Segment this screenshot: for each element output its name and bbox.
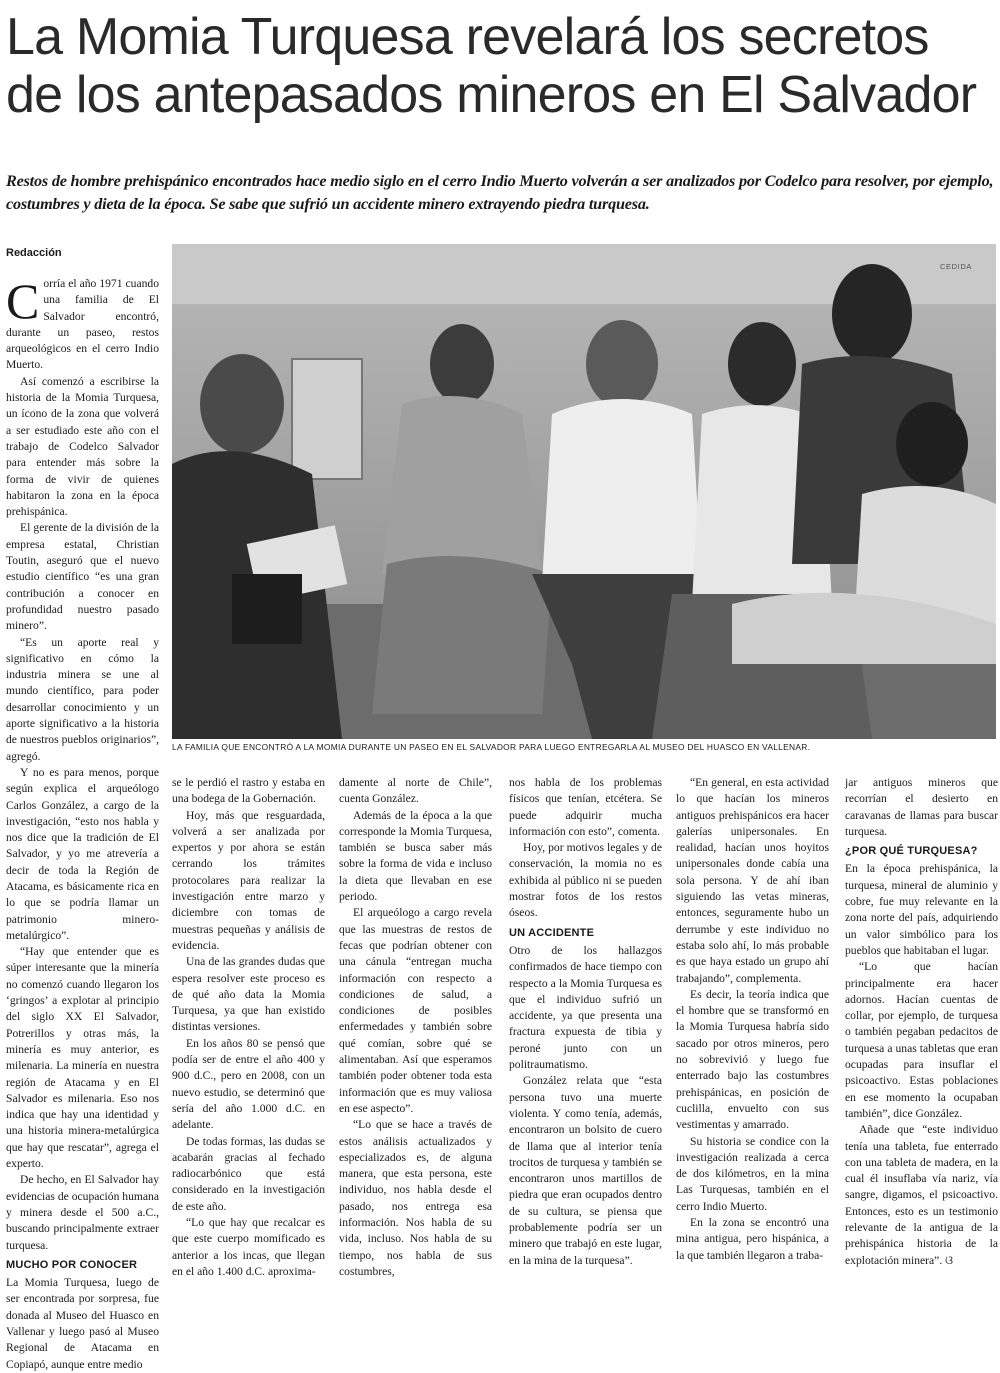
subheadline: Restos de hombre prehispánico encontrados hace medio siglo en el cerro Indio Muerto volverán a ser analizados por Codelco para resolver, por ejemplo, costumbres y dieta de la época. Se sabe que sufrió un accidente minero extrayendo piedra turquesa.	[6, 172, 994, 213]
section-heading: MUCHO POR CONOCER	[6, 1258, 138, 1271]
section-heading: UN ACCIDENTE	[509, 926, 595, 939]
headline-line-2: de los antepasados mineros en El Salvador	[6, 66, 977, 124]
paragraph	[845, 1122, 998, 1269]
paragraph: “Lo que hacían principalmente era hacer adornos. Hacían cuentas de collar, por ejemplo, de turquesa o también pegaban pedacitos de turquesa a unas tabletas que eran ocupadas para insuflar el psicoactivo. Estas poblaciones en ese momento la ocupaban también”, dice González.	[845, 960, 998, 1120]
article-column-2	[172, 775, 325, 1278]
paragraph-text: Añade que “este individuo tenía una tableta, fue enterrado con una tableta de madera, en la cual él insuflaba vía nariz, vía sangre, digamos, el psicoactivo. Entonces, esto es un testimonio relevante de la antigua de la prehispánica historia de la explotación minera”.	[845, 1123, 998, 1267]
paragraph: Otro de los hallazgos confirmados de hace tiempo con respecto a la Momia Turquesa es que el individuo sufrió un accidente, ya que presenta una fractura expuesta de tibia y peroné junto con un politraumatismo.	[509, 943, 662, 1072]
paragraph: damente al norte de Chile”, cuenta González.	[339, 776, 492, 806]
article-column-1	[6, 273, 159, 1371]
photo-caption: LA FAMILIA QUE ENCONTRÓ A LA MOMIA DURANTE UN PASEO EN EL SALVADOR PARA LUEGO ENTREGARLA AL MUSEO DEL HUASCO EN VALLENAR.	[172, 742, 811, 752]
end-mark-icon: ଓ	[945, 1253, 954, 1267]
paragraph: Es decir, la teoría indica que el hombre que se transformó en la Momia Turquesa habría sido sacado por otros mineros, pero no sobrevivió y luego fue enterrado bajo las costumbres prehispánicas, en posición de cuclilla, envuelto con sus vestimentas y amarrado.	[676, 987, 829, 1132]
section-heading: ¿POR QUÉ TURQUESA?	[845, 845, 978, 858]
paragraph: El arqueólogo a cargo revela que las muestras de restos de fecas que podrían obtener con una cánula “entregan mucha información con respecto a condiciones de salud, a condiciones de posibles enfermedades y también sobre qué comían, sobre qué se alimentaban. Así que esperamos también poder obtener toda esta información que es muy valiosa en ese aspecto”.	[339, 906, 492, 1115]
paragraph: Hoy, más que resguardada, volverá a ser analizada por expertos y por ahora se están cerrando los trámites protocolares para realizar la investigación entre marzo y diciembre con tomas de muestras pequeñas y análisis de evidencia.	[172, 808, 325, 952]
paragraph: Una de las grandes dudas que espera resolver este proceso es de qué año data la Momia Turquesa, ya que han existido distintas versiones.	[172, 955, 325, 1034]
headline	[6, 8, 996, 124]
byline: Redacción	[6, 247, 62, 259]
paragraph: Su historia se condice con la investigación realizada a cerca de dos kilómetros, en la mina Las Turquesas, también en el cerro Indio Muerto.	[676, 1134, 829, 1213]
paragraph: se le perdió el rastro y estaba en una bodega de la Gobernación.	[172, 776, 325, 806]
headline-line-1: La Momia Turquesa revelará los secretos	[6, 8, 929, 66]
paragraph: En la zona se encontró una mina antigua, pero hispánica, a la que también llegaron a traba-	[676, 1216, 829, 1262]
photo-credit: CEDIDA	[940, 262, 972, 271]
paragraph: De hecho, en El Salvador hay evidencias de ocupación humana y minera desde el 500 a.C., buscando principalmente extraer turquesa.	[6, 1173, 159, 1252]
paragraph: González relata que “esta persona tuvo una muerte violenta. Y como tenía, además, encontraron un bolsito de cuero de llama que al interior tenía trocitos de turquesa y también se encontraron unos martillos de piedra que eran ocupados dentro de su cultura, se piensa que probablemente podría ser un minero que trabajó en este lugar, en la mina de la turquesa”.	[509, 1074, 662, 1267]
paragraph: Además de la época a la que corresponde la Momia Turquesa, también se busca saber más sobre la forma de vida e incluso la dieta que llevaban en ese periodo.	[339, 808, 492, 904]
drop-cap: C	[6, 273, 40, 329]
article-column-4	[509, 775, 662, 1267]
paragraph: orría el año 1971 cuando una familia de El Salvador encontró, durante un paseo, restos arqueológicos en el cerro Indio Muerto.	[6, 277, 159, 372]
paragraph: La Momia Turquesa, luego de ser encontrada por sorpresa, fue donada al Museo del Huasco en Vallenar y luego pasó al Museo Regional de Atacama en Copiapó, aunque entre medio	[6, 1276, 159, 1371]
family-photo	[172, 244, 996, 739]
paragraph: Hoy, por motivos legales y de conservación, la momia no es exhibida al público ni se pueden mostrar fotos de los restos óseos.	[509, 841, 662, 920]
paragraph: En los años 80 se pensó que podía ser de entre el año 400 y 900 d.C., pero en 2008, con un nuevo estudio, se determinó que sería del año 1.000 d.C. en adelante.	[172, 1036, 325, 1132]
paragraph: El gerente de la división de la empresa estatal, Christian Toutin, aseguró que el nuevo estudio científico “es una gran contribución a conocer en profundidad nuestro pasado minero”.	[6, 521, 159, 633]
paragraph: “Lo que hay que recalcar es que este cuerpo momificado es anterior a los incas, que llegan en el año 1.400 d.C. aproxima-	[172, 1216, 325, 1278]
paragraph: jar antiguos mineros que recorrían el desierto en caravanas de llamas para buscar turquesa.	[845, 776, 998, 838]
paragraph: “En general, en esta actividad lo que hacían los mineros antiguos prehispánicos era hacer galerías unipersonales. En realidad, hacían unos hoyitos unipersonales donde cabía una sola persona. Y de ahí iban siguiendo las vetas mineras, entonces, seguramente hubo un derrumbe y este individuo no estaba solo ahí, lo más probable es que haya estado un grupo ahí trabajando”, complementa.	[676, 776, 829, 985]
paragraph: “Lo que se hace a través de estos análisis actualizados y especializados es, de alguna manera, que esta persona, este individuo, nos habla desde el pasado, nos entrega esa información. Nos habla de su vida, incluso. Nos habla de su tiempo, nos habla de sus costumbres,	[339, 1118, 492, 1278]
paragraph: Así comenzó a escribirse la historia de la Momia Turquesa, un ícono de la zona que volverá a ser estudiado este año con el trabajo de Codelco Salvador para entender más sobre la forma de vivir de quienes habitaron la zona en la época prehispánica.	[6, 374, 159, 519]
paragraph: En la época prehispánica, la turquesa, mineral de aluminio y cobre, fue muy relevante en la zona norte del país, adquiriendo un valor simbólico para los pueblos que habitaban el lugar.	[845, 862, 998, 957]
article-column-6	[845, 775, 998, 1267]
paragraph: Y no es para menos, porque según explica el arqueólogo Carlos González, a cargo de la investigación, “esto nos habla y nos dice que la tradición de El Salvador, y yo me atrevería a decir de toda la Región de Atacama, es básicamente rica en lo que se podría llamar un patrimonio minero-metalúrgico”.	[6, 765, 159, 942]
paragraph: “Es un aporte real y significativo en cómo la industria minera se une al mundo científico, para poder desarrollar conocimiento y un aporte significativo a la historia de nuestros pueblos originarios”, agregó.	[6, 635, 159, 763]
paragraph: nos habla de los problemas físicos que tenían, etcétera. Se puede adquirir mucha información con esto”, comenta.	[509, 776, 662, 838]
paragraph: De todas formas, las dudas se acabarán gracias al fechado radiocarbónico que está considerado en la investigación de este año.	[172, 1134, 325, 1213]
article-column-3	[339, 775, 492, 1278]
photo-illustration	[172, 244, 996, 739]
paragraph: “Hay que entender que es súper interesante que la minería no comenzó cuando llegaron los ‘gringos’ a explotar al principio del siglo XX El Salvador, Potrerillos y otras más, la minería es muy anterior, es milenaria. La minería en nuestra región de Atacama y en El Salvador es milenaria. Eso nos indica que hay una identidad y una historia minera-metalúrgica que hay que rescatar”, agrega el experto.	[6, 945, 159, 1171]
article-column-5	[676, 775, 829, 1262]
